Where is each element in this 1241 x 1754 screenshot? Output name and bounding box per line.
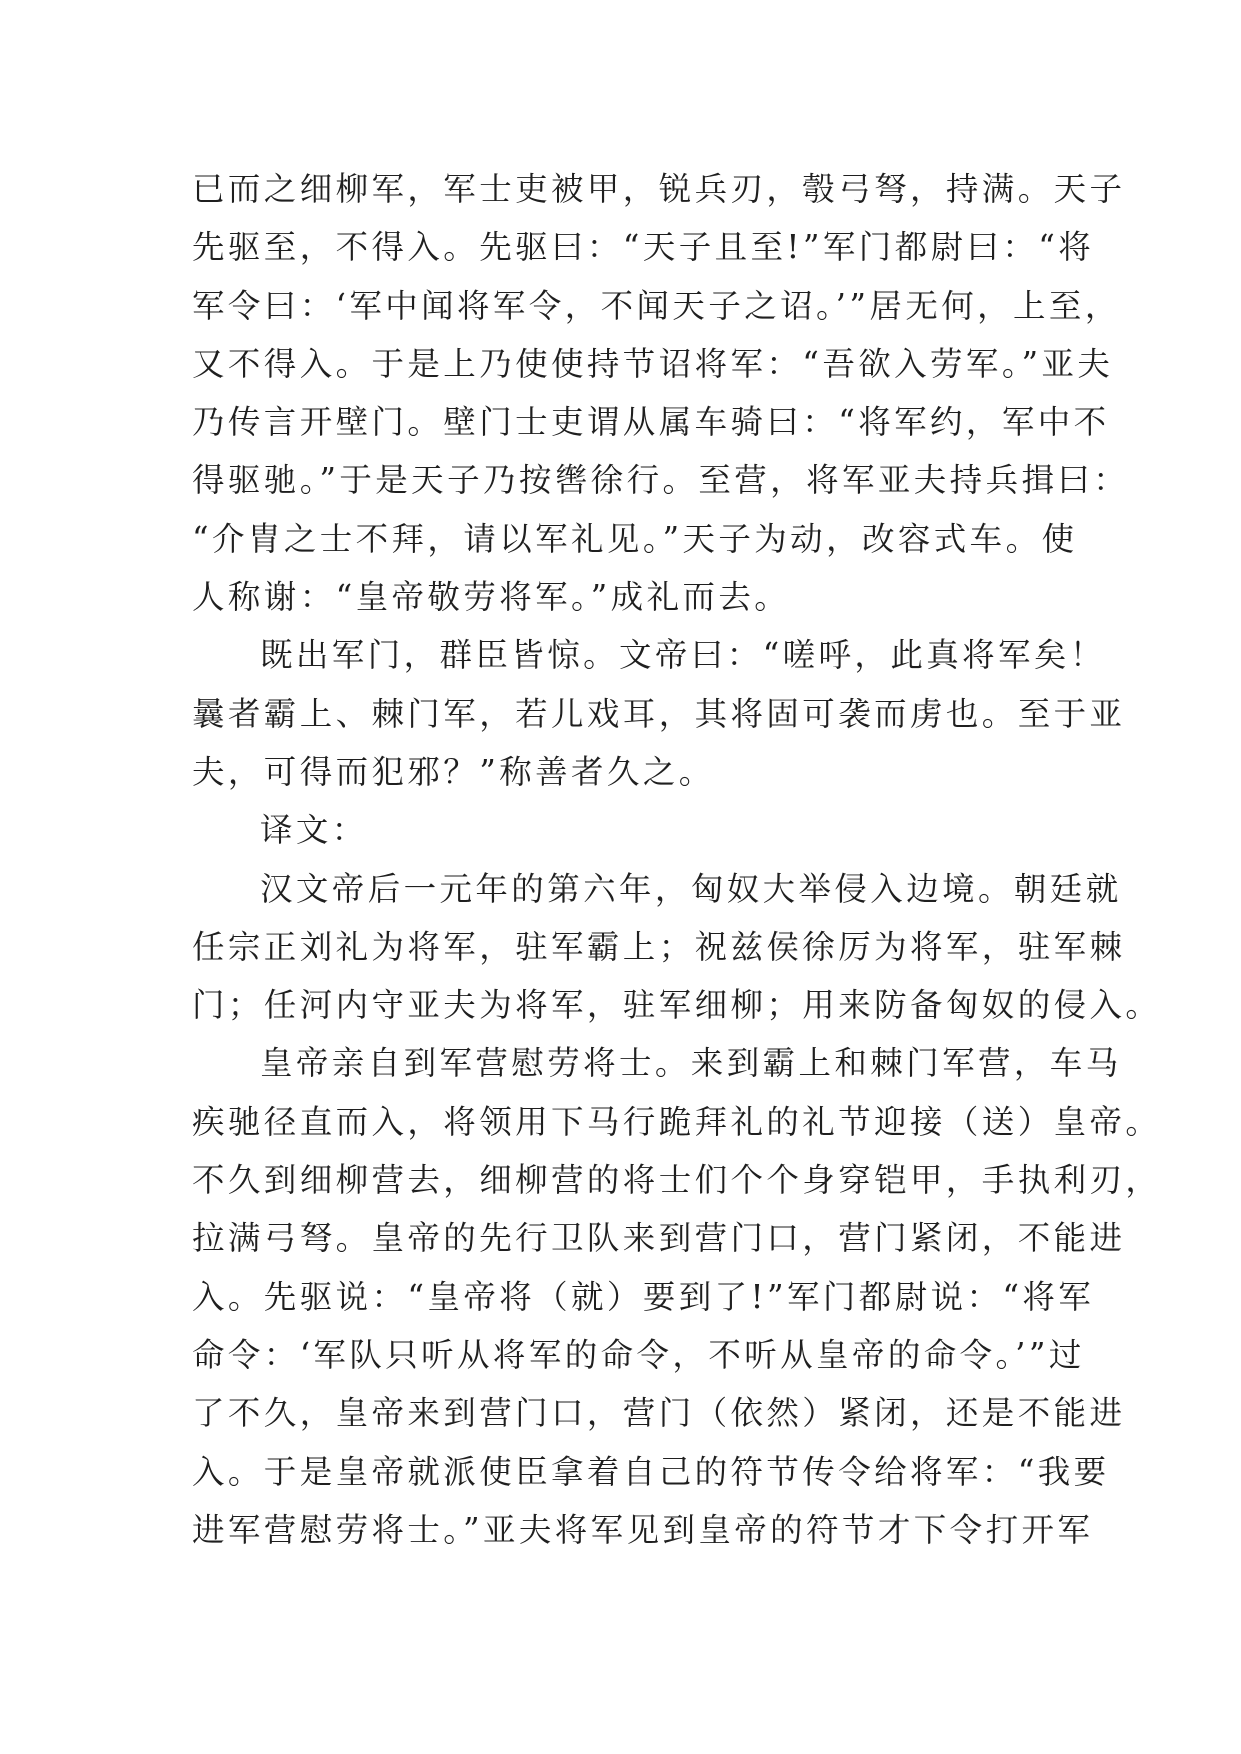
text-line: 得驱驰。”于是天子乃按辔徐行。至营，将军亚夫持兵揖曰： [192,461,1130,500]
text-line: 不久到细柳营去，细柳营的将士们个个身穿铠甲，手执利刃， [192,1161,1162,1200]
text-line: 门；任河内守亚夫为将军，驻军细柳；用来防备匈奴的侵入。 [192,986,1162,1025]
text-line: 已而之细柳军，军士吏被甲，锐兵刃，彀弓弩，持满。天子 [192,170,1126,208]
text-line: 了不久，皇帝来到营门口，营门（依然）紧闭，还是不能进 [192,1394,1126,1433]
text-line: 入。先驱说：“皇帝将（就）要到了!”军门都尉说：“将军 [192,1277,1095,1316]
text-line: 人称谢：“皇帝敬劳将军。”成礼而去。 [192,578,791,617]
text-line: 夫，可得而犯邪？”称善者久之。 [192,752,715,791]
text-line: “介胄之士不拜，请以军礼见。”天子为动，改容式车。使 [192,519,1078,558]
text-line: 曩者霸上、棘门军，若儿戏耳，其将固可袭而虏也。至于亚 [192,694,1126,733]
text-line: 任宗正刘礼为将军，驻军霸上；祝兹侯徐厉为将军，驻军棘 [192,927,1126,966]
paragraph-start-line: 皇帝亲自到军营慰劳将士。来到霸上和棘门军营，车马 [260,1044,1122,1083]
text-line: 军令曰：‘军中闻将军令，不闻天子之诏。’”居无何，上至， [192,286,1121,325]
text-line: 命令：‘军队只听从将军的命令，不听从皇帝的命令。’”过 [192,1335,1085,1374]
text-line: 进军营慰劳将士。”亚夫将军见到皇帝的符节才下令打开军 [192,1510,1094,1549]
translation-heading: 译文： [260,811,368,850]
text-line: 乃传言开壁门。壁门士吏谓从属车骑曰：“将军约，军中不 [192,403,1110,442]
paragraph-start-line: 汉文帝后一元年的第六年，匈奴大举侵入边境。朝廷就 [260,869,1122,908]
text-line: 先驱至，不得入。先驱曰：“天子且至!”军门都尉曰：“将 [192,228,1095,267]
text-line: 又不得入。于是上乃使使持节诏将军：“吾欲入劳军。”亚夫 [192,344,1114,383]
text-line: 疾驰径直而入，将领用下马行跪拜礼的礼节迎接（送）皇帝。 [192,1102,1162,1141]
paragraph-start-line: 既出军门，群臣皆惊。文帝曰：“嗟呼，此真将军矣！ [260,636,1106,675]
body-text [192,160,1162,1559]
text-line: 拉满弓弩。皇帝的先行卫队来到营门口，营门紧闭，不能进 [192,1219,1126,1258]
text-line: 入。于是皇帝就派使臣拿着自己的符节传令给将军：“我要 [192,1452,1110,1491]
